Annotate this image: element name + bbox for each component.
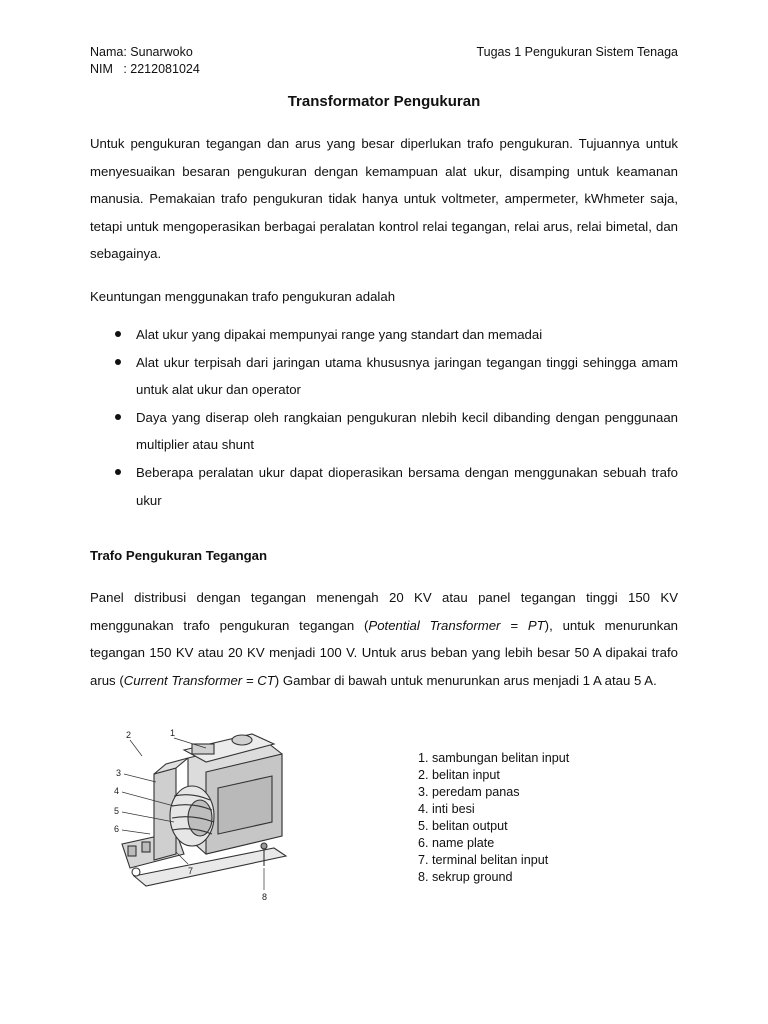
list-item: Beberapa peralatan ukur dapat dioperasikan bersama dengan menggunakan sebuah trafo ukur: [90, 459, 678, 514]
callout-4: 4: [114, 786, 120, 796]
legend-item: 8. sekrup ground: [418, 870, 513, 884]
student-nim: NIM : 2212081024: [90, 62, 200, 76]
section-paragraph: Panel distribusi dengan tegangan menengah 20 KV atau panel tegangan tinggi 150 KV menggunakan trafo pengukuran tegangan (Potential Transformer = PT), untuk menurunkan tegangan 150 KV atau 20 KV menjadi 100 V. Untuk arus beban yang lebih besar 50 A dipakai trafo arus (Current Transformer = CT) Gambar di bawah untuk menurunkan arus menjadi 1 A atau 5 A.: [90, 590, 678, 688]
legend-item: 1. sambungan belitan input: [418, 751, 570, 765]
header-row: [90, 44, 678, 60]
figure-legend: [418, 750, 569, 886]
callout-6: 6: [114, 824, 120, 834]
bullet-icon: [115, 469, 121, 475]
section-heading: Trafo Pengukuran Tegangan: [90, 548, 268, 563]
pt-term: Potential Transformer = PT: [368, 617, 545, 633]
legend-item: 7. terminal belitan input: [418, 853, 549, 867]
legend-item: 2. belitan input: [418, 768, 500, 782]
legend-item: 3. peredam panas: [418, 785, 520, 799]
callout-2: 2: [126, 730, 132, 740]
ct-term: Current Transformer = CT: [123, 672, 275, 688]
bullet-icon: [115, 414, 121, 420]
callout-3: 3: [116, 768, 122, 778]
callout-1: 1: [170, 728, 176, 738]
course-title: Tugas 1 Pengukuran Sistem Tenaga: [476, 45, 678, 59]
document-title: Transformator Pengukuran: [287, 93, 481, 110]
list-item: Alat ukur yang dipakai mempunyai range yang standart dan memadai: [90, 321, 678, 349]
bullet-icon: [115, 331, 121, 337]
callout-7: 7: [188, 866, 194, 876]
callout-8: 8: [262, 892, 268, 902]
legend-item: 4. inti besi: [418, 802, 475, 816]
list-item: Daya yang diserap oleh rangkaian pengukuran nlebih kecil dibanding dengan penggunaan multiplier atau shunt: [90, 404, 678, 459]
callout-5: 5: [114, 806, 120, 816]
document-page: [90, 0, 678, 1024]
bullet-icon: [115, 359, 121, 365]
transformer-illustration: [114, 726, 294, 902]
advantages-list: [90, 321, 678, 514]
legend-item: 5. belitan output: [418, 819, 508, 833]
legend-item: 6. name plate: [418, 836, 495, 850]
student-name: Nama: Sunarwoko: [90, 45, 193, 59]
intro-paragraph: Untuk pengukuran tegangan dan arus yang besar diperlukan trafo pengukuran. Tujuannya untuk menyesuaikan besaran pengukuran dengan kemampuan alat ukur, disamping untuk keamanan manusia. Pemakaian trafo pengukuran tidak hanya untuk voltmeter, ampermeter, kWhmeter saja, tetapi untuk mengoperasikan berbagai peralatan kontrol relai tegangan, relai arus, relai bimetal, dan sebagainya.: [90, 136, 678, 262]
advantages-intro: Keuntungan menggunakan trafo pengukuran adalah: [90, 289, 396, 304]
list-item: Alat ukur terpisah dari jaringan utama khususnya jaringan tegangan tinggi sehingga amam untuk alat ukur dan operator: [90, 349, 678, 404]
